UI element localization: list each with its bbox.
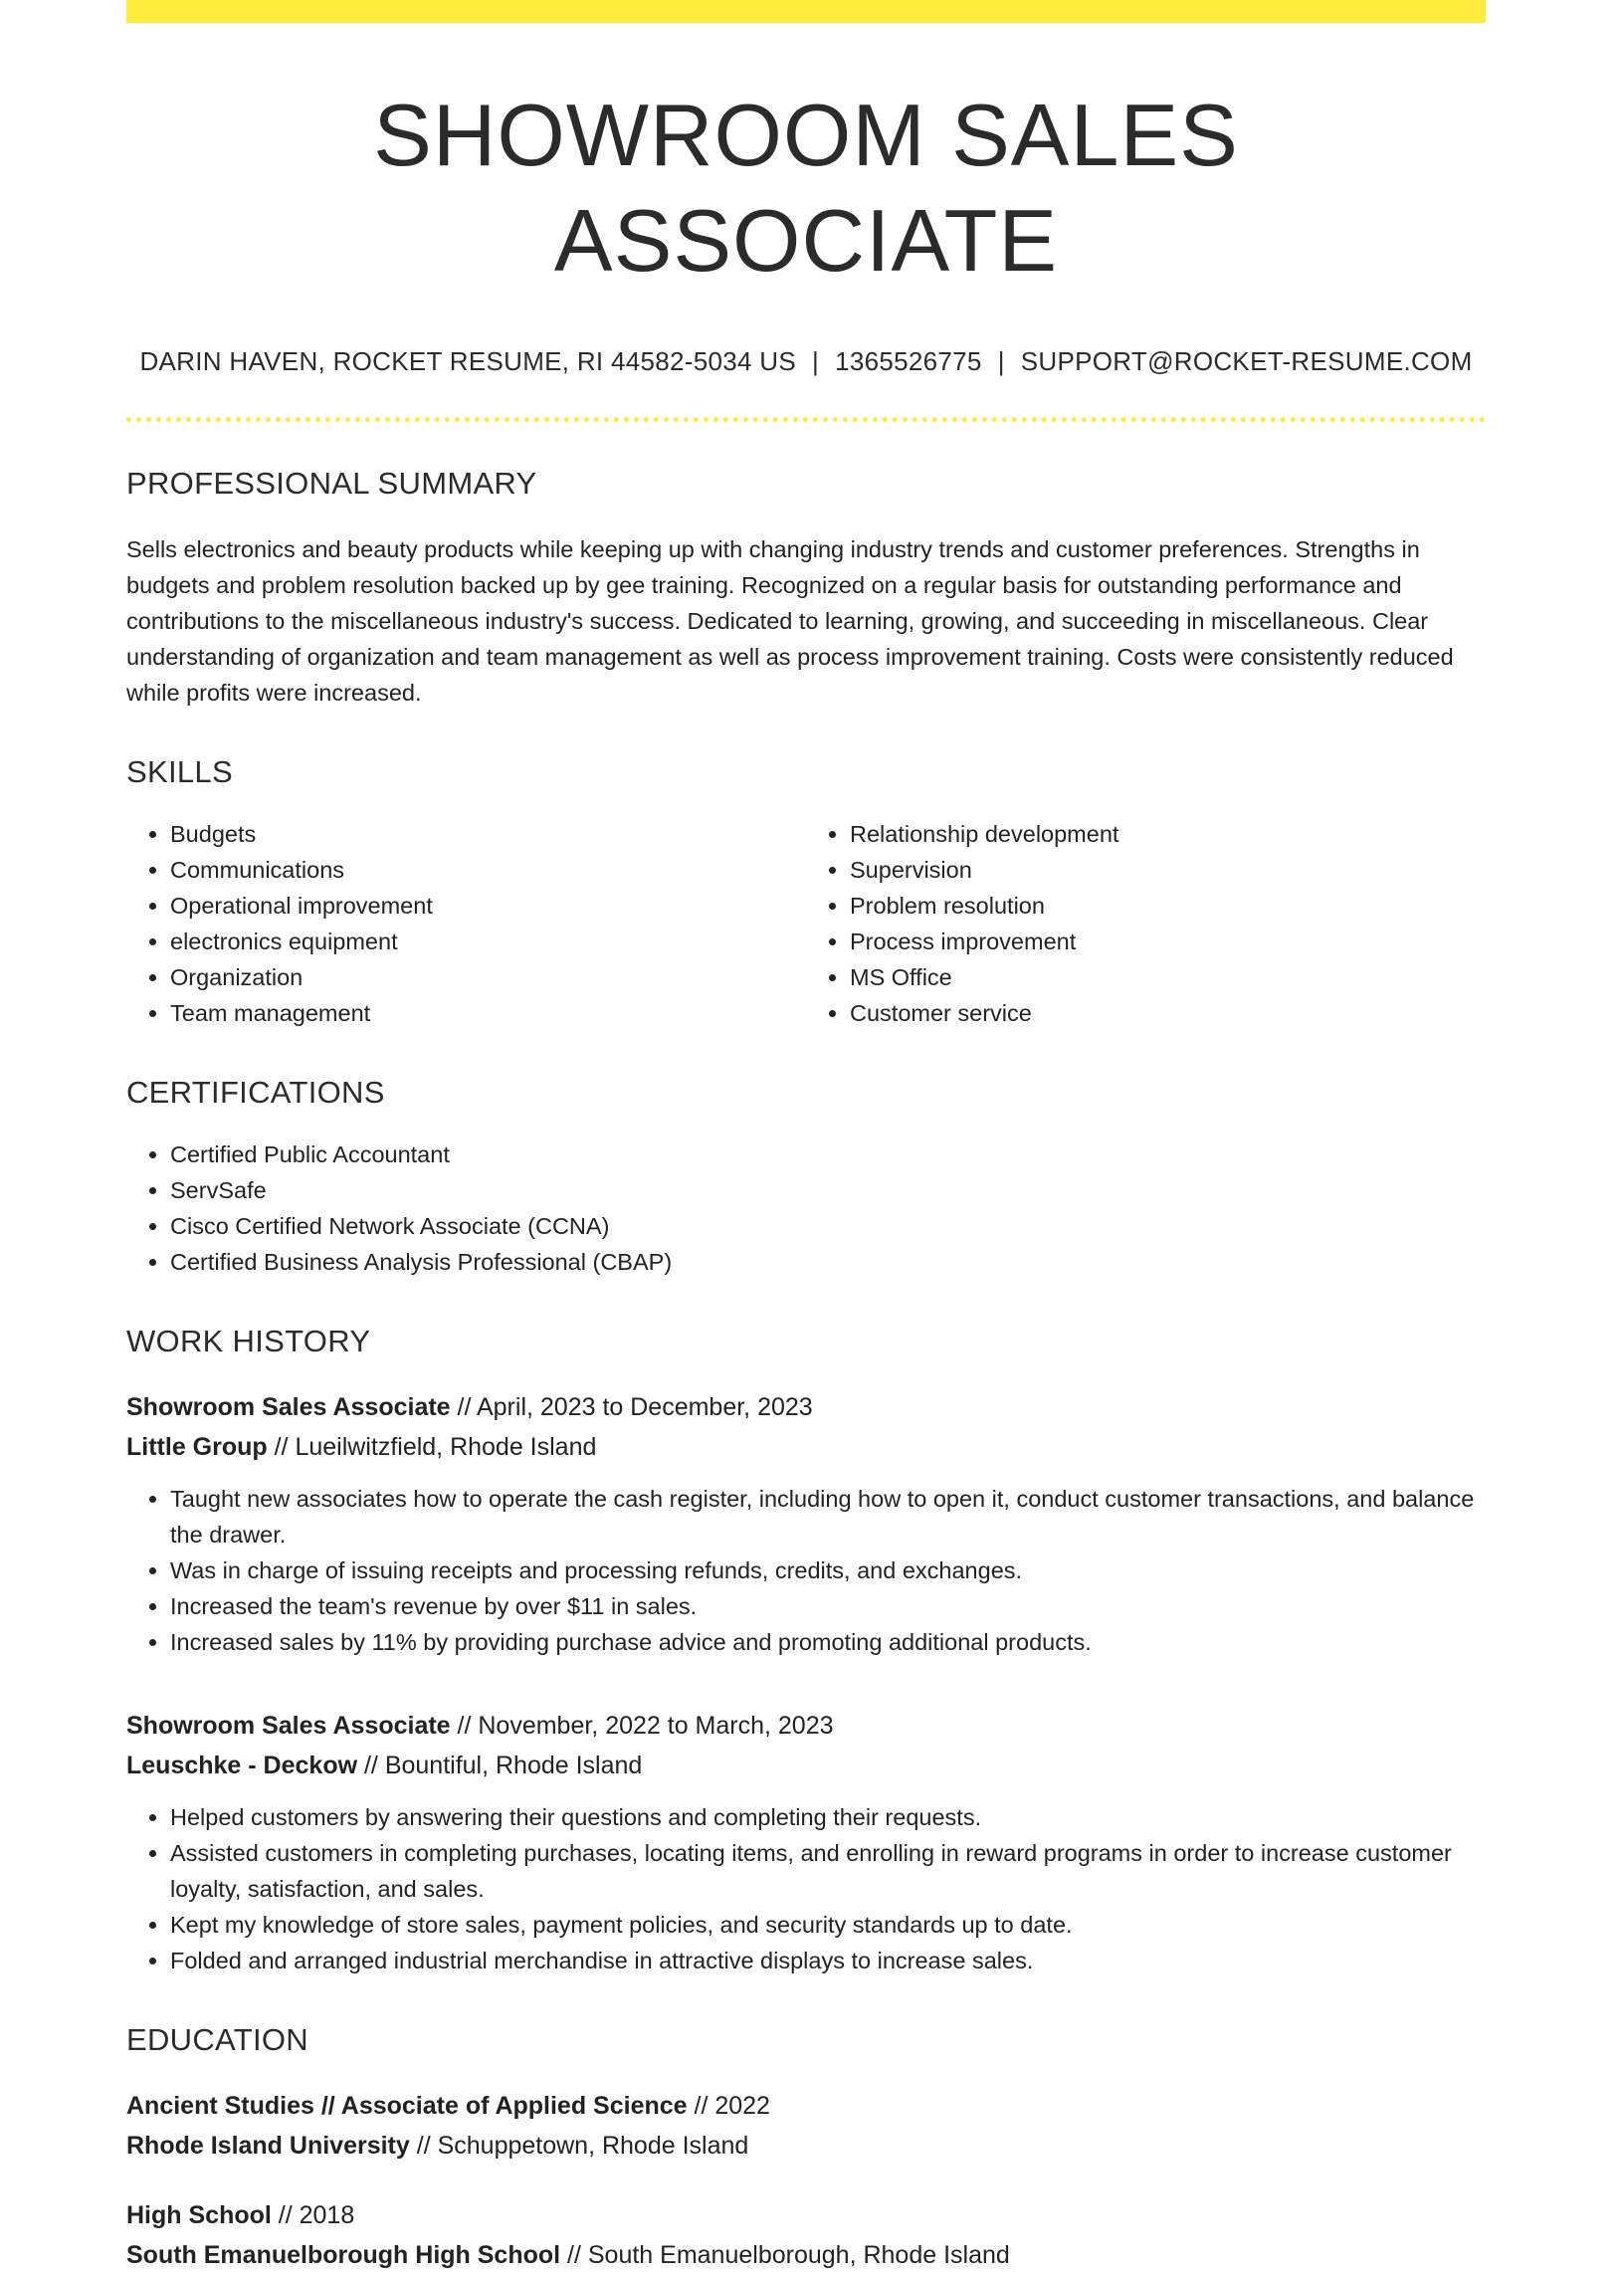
education-section [126, 2022, 1486, 2275]
education-entry [126, 2086, 1486, 2166]
education-degree-line [126, 2195, 1486, 2235]
skills-heading: SKILLS [126, 754, 233, 790]
certifications-list [126, 1137, 1486, 1280]
certification-item: • Certified Public Accountant [170, 1137, 1486, 1172]
job-bullet: • Assisted customers in completing purchases, locating items, and enrolling in reward programs in order to increase customer loyalty, satisfaction, and sales. [170, 1835, 1486, 1907]
job-title: Showroom Sales Associate [126, 1712, 451, 1741]
job-location: // Bountiful, Rhode Island [357, 1752, 643, 1780]
skill-item: • electronics equipment [170, 924, 806, 959]
contact-separator: | [997, 346, 1005, 377]
contact-separator: | [812, 346, 820, 377]
contact-email[interactable]: SUPPORT@ROCKET-RESUME.COM [1020, 346, 1473, 377]
job-bullet: • Increased the team's revenue by over $11 in sales. [170, 1588, 1486, 1624]
job-bullet: • Folded and arranged industrial merchandise in attractive displays to increase sales. [170, 1943, 1486, 1978]
skills-section [126, 754, 1486, 1031]
job-company: Little Group [126, 1433, 268, 1462]
job-bullet: • Kept my knowledge of store sales, payment policies, and security standards up to date. [170, 1907, 1486, 1943]
job-dates: // April, 2023 to December, 2023 [450, 1393, 813, 1422]
job-company-line [126, 1427, 1486, 1467]
education-school-line [126, 2235, 1486, 2275]
education-year: // 2018 [271, 2201, 355, 2230]
education-school: Rhode Island University [126, 2132, 410, 2161]
certification-item: • Certified Business Analysis Professional (CBAP) [170, 1244, 1486, 1280]
skill-item: • Problem resolution [850, 888, 1486, 924]
job-bullet: • Helped customers by answering their questions and completing their requests. [170, 1799, 1486, 1835]
job-bullets [126, 1481, 1486, 1660]
skill-item: • Operational improvement [170, 888, 806, 924]
resume-page [126, 0, 1486, 2275]
education-degree: High School [126, 2201, 272, 2230]
skill-item: • Supervision [850, 852, 1486, 888]
education-degree-line [126, 2086, 1486, 2126]
job-title-line [126, 1706, 1486, 1746]
job-bullets [126, 1799, 1486, 1978]
skills-list-left [126, 816, 806, 1031]
education-school: South Emanuelborough High School [126, 2241, 561, 2270]
skill-item: • Relationship development [850, 816, 1486, 852]
job-bullet: • Taught new associates how to operate the cash register, including how to open it, conduct customer transactions, and balance the drawer. [170, 1481, 1486, 1552]
work-history-heading: WORK HISTORY [126, 1324, 371, 1359]
dotted-divider [126, 417, 1486, 422]
education-heading: EDUCATION [126, 2022, 308, 2058]
resume-title: SHOWROOM SALES ASSOCIATE [373, 86, 1239, 290]
skill-item: • Process improvement [850, 924, 1486, 959]
skill-item: • Organization [170, 959, 806, 995]
contact-address: DARIN HAVEN, ROCKET RESUME, RI 44582-5034 US [139, 346, 797, 377]
summary-text: Sells electronics and beauty products while keeping up with changing industry trends and customer preferences. Strengths in budgets and problem resolution backed up by gee training. Recognized on a regular basis for outstanding performance and contributions to the miscellaneous industry's success. Dedicated to learning, growing, and succeeding in miscellaneous. Clear understanding of organization and team management as well as process improvement training. Costs were consistently reduced while profits were increased. [126, 536, 1454, 707]
job-company: Leuschke - Deckow [126, 1752, 358, 1780]
accent-top-bar [126, 0, 1486, 23]
certifications-heading: CERTIFICATIONS [126, 1075, 385, 1111]
job-title: Showroom Sales Associate [126, 1393, 451, 1422]
contact-line [126, 346, 1486, 377]
job-title-line [126, 1387, 1486, 1427]
skill-item: • Communications [170, 852, 806, 888]
skills-columns [126, 816, 1486, 1031]
summary-heading: PROFESSIONAL SUMMARY [126, 466, 537, 502]
skill-item: • MS Office [850, 959, 1486, 995]
certification-item: • Cisco Certified Network Associate (CCNA) [170, 1208, 1486, 1244]
work-history-section [126, 1324, 1486, 1978]
job-dates: // November, 2022 to March, 2023 [450, 1712, 834, 1741]
education-location: // South Emanuelborough, Rhode Island [560, 2241, 1010, 2270]
certifications-section [126, 1075, 1486, 1280]
summary-section [126, 466, 1486, 711]
education-location: // Schuppetown, Rhode Island [409, 2132, 749, 2161]
skill-item: • Team management [170, 995, 806, 1031]
education-degree: Ancient Studies // Associate of Applied Science [126, 2092, 688, 2121]
job-location: // Lueilwitzfield, Rhode Island [267, 1433, 597, 1462]
job-company-line [126, 1746, 1486, 1785]
skill-item: • Budgets [170, 816, 806, 852]
certification-item: • ServSafe [170, 1172, 1486, 1208]
job-entry [126, 1387, 1486, 1660]
skill-item: • Customer service [850, 995, 1486, 1031]
job-bullet: • Was in charge of issuing receipts and processing refunds, credits, and exchanges. [170, 1552, 1486, 1588]
contact-phone[interactable]: 1365526775 [835, 346, 982, 377]
job-entry [126, 1706, 1486, 1978]
job-bullet: • Increased sales by 11% by providing purchase advice and promoting additional products. [170, 1624, 1486, 1660]
education-entry [126, 2195, 1486, 2275]
skills-list-right [806, 816, 1486, 1031]
education-year: // 2022 [687, 2092, 770, 2121]
education-school-line [126, 2126, 1486, 2166]
